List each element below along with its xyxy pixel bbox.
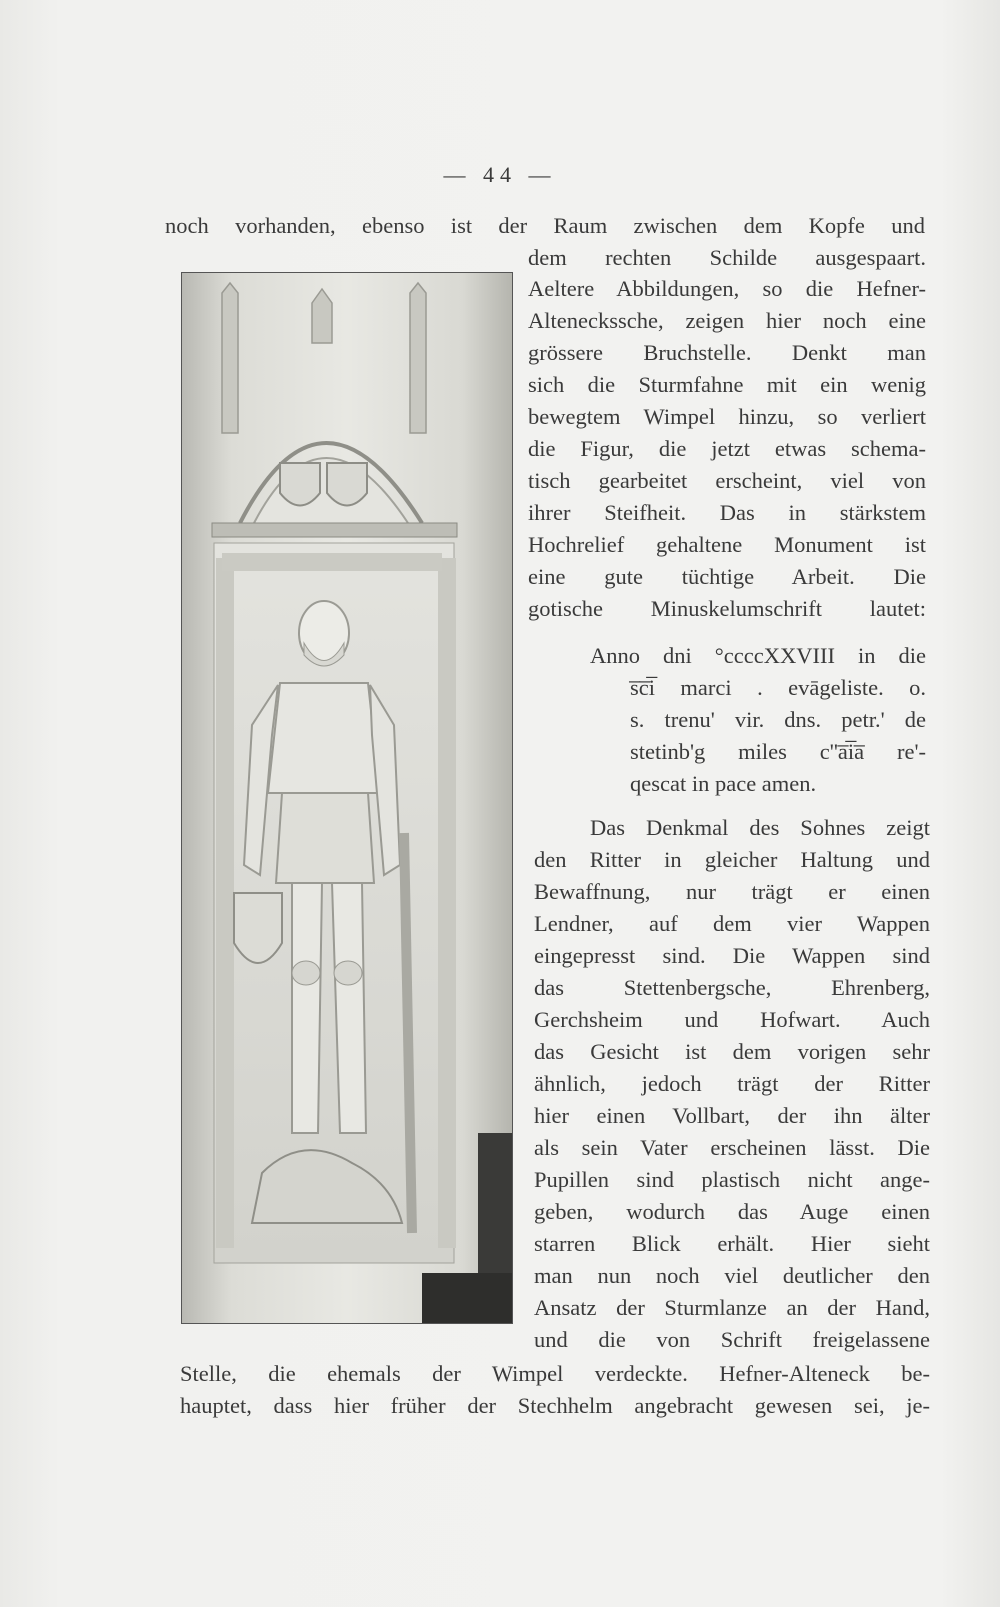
text-line: sich die Sturmfahne mit ein wenig xyxy=(528,372,926,397)
inscription-line: stetinb'g miles c''a̅i̅a̅ re'- xyxy=(630,739,926,764)
text-line: hauptet, dass hier früher der Stechhelm angebracht gewesen sei, je- xyxy=(180,1393,930,1418)
text-line: das Stettenbergsche, Ehrenberg, xyxy=(534,975,930,1000)
text-line: ähnlich, jedoch trägt der Ritter xyxy=(534,1071,930,1096)
text-line: noch vorhanden, ebenso ist der Raum zwischen dem Kopfe und xyxy=(165,213,925,238)
text-line: eine gute tüchtige Arbeit. Die xyxy=(528,564,926,589)
text-line: geben, wodurch das Auge einen xyxy=(534,1199,930,1224)
tomb-relief-illustration xyxy=(182,273,512,1323)
text-line: starren Blick erhält. Hier sieht xyxy=(534,1231,930,1256)
page-number: — 44 — xyxy=(443,162,557,187)
text-line: als sein Vater erscheinen lässt. Die xyxy=(534,1135,930,1160)
text-line: Bewaffnung, nur trägt er einen xyxy=(534,879,930,904)
text-line: Gerchsheim und Hofwart. Auch xyxy=(534,1007,930,1032)
text-line: grössere Bruchstelle. Denkt man xyxy=(528,340,926,365)
text-line: hier einen Vollbart, der ihn älter xyxy=(534,1103,930,1128)
text-line: dem rechten Schilde ausgespaart. xyxy=(528,245,926,270)
text-line: Alteneckssche, zeigen hier noch eine xyxy=(528,308,926,333)
inscription-line: Anno dni °ccccXXVIII in die xyxy=(590,643,926,668)
text-line: Das Denkmal des Sohnes zeigt xyxy=(590,815,930,840)
text-line: Aeltere Abbildungen, so die Hefner- xyxy=(528,276,926,301)
text-line: man nun noch viel deutlicher den xyxy=(534,1263,930,1288)
text-line: die Figur, die jetzt etwas schema- xyxy=(528,436,926,461)
inscription-line: s. trenu' vir. dns. petr.' de xyxy=(630,707,926,732)
text-line: Pupillen sind plastisch nicht ange- xyxy=(534,1167,930,1192)
text-line: ihrer Steifheit. Das in stärkstem xyxy=(528,500,926,525)
text-line: Ansatz der Sturmlanze an der Hand, xyxy=(534,1295,930,1320)
text-line: eingepresst sind. Die Wappen sind xyxy=(534,943,930,968)
text-line: und die von Schrift freigelassene xyxy=(534,1327,930,1352)
inscription-line: qescat in pace amen. xyxy=(630,771,817,796)
inscription-line: s̅c̅i̅ marci . evāgeliste. o. xyxy=(630,675,926,700)
text-line: Lendner, auf dem vier Wappen xyxy=(534,911,930,936)
text-line: tisch gearbeitet erscheint, viel von xyxy=(528,468,926,493)
text-line: gotische Minuskelumschrift lautet: xyxy=(528,596,926,621)
text-line: den Ritter in gleicher Haltung und xyxy=(534,847,930,872)
tomb-relief-photo xyxy=(181,272,513,1324)
text-line: Stelle, die ehemals der Wimpel verdeckte. Hefner-Alteneck be- xyxy=(180,1361,930,1386)
text-line: das Gesicht ist dem vorigen sehr xyxy=(534,1039,930,1064)
text-line: Hochrelief gehaltene Monument ist xyxy=(528,532,926,557)
text-line: bewegtem Wimpel hinzu, so verliert xyxy=(528,404,926,429)
